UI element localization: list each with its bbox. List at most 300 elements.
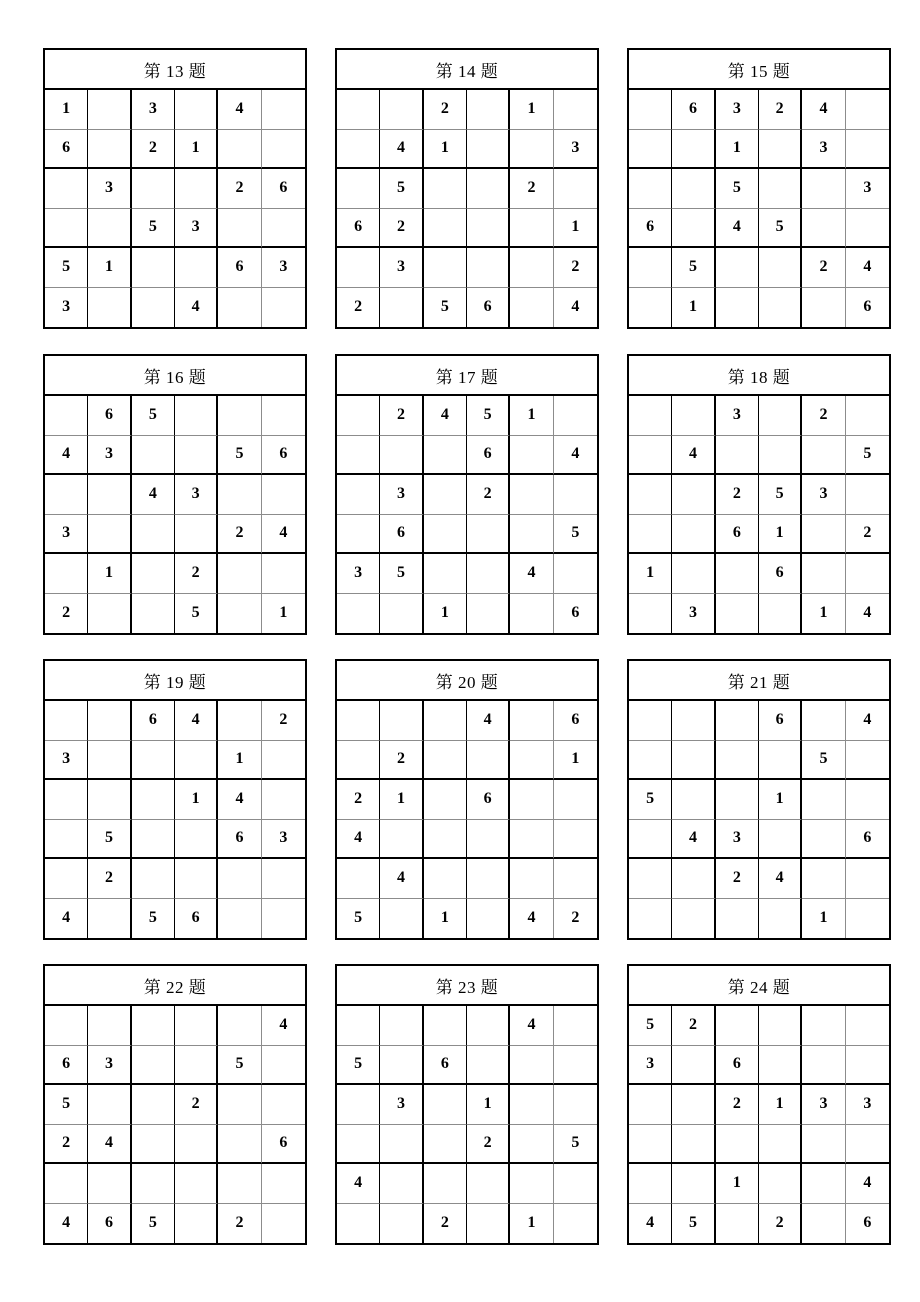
grid-cell: 5 xyxy=(175,594,218,634)
grid-cell xyxy=(262,1204,305,1244)
grid-cell xyxy=(424,475,467,515)
grid-cell xyxy=(629,741,672,781)
grid-cell: 4 xyxy=(262,1006,305,1046)
grid-cell xyxy=(846,1125,889,1165)
grid-cell xyxy=(554,780,597,820)
grid-cell xyxy=(218,288,261,328)
sudoku-grid xyxy=(337,1006,597,1243)
grid-cell: 3 xyxy=(554,130,597,170)
grid-cell: 4 xyxy=(218,780,261,820)
grid-cell xyxy=(716,1125,759,1165)
grid-cell xyxy=(554,90,597,130)
grid-cell: 6 xyxy=(218,820,261,860)
grid-cell xyxy=(380,820,423,860)
grid-cell xyxy=(672,741,715,781)
grid-cell: 1 xyxy=(672,288,715,328)
grid-cell xyxy=(175,1046,218,1086)
grid-cell xyxy=(424,859,467,899)
sudoku-grid xyxy=(45,90,305,327)
grid-cell xyxy=(554,169,597,209)
grid-cell xyxy=(510,1125,553,1165)
grid-cell xyxy=(846,1046,889,1086)
grid-cell xyxy=(88,515,131,555)
grid-cell xyxy=(802,701,845,741)
grid-cell: 6 xyxy=(467,780,510,820)
grid-cell: 4 xyxy=(802,90,845,130)
grid-cell xyxy=(218,899,261,939)
grid-cell xyxy=(45,820,88,860)
grid-cell xyxy=(45,554,88,594)
grid-cell xyxy=(759,820,802,860)
grid-cell: 4 xyxy=(510,554,553,594)
grid-cell: 6 xyxy=(262,169,305,209)
grid-cell xyxy=(846,899,889,939)
grid-cell xyxy=(175,436,218,476)
grid-cell xyxy=(88,701,131,741)
grid-cell xyxy=(467,1204,510,1244)
sudoku-grid xyxy=(629,396,889,633)
grid-cell xyxy=(262,899,305,939)
grid-cell xyxy=(132,436,175,476)
grid-cell xyxy=(759,248,802,288)
grid-cell xyxy=(759,396,802,436)
grid-cell xyxy=(510,288,553,328)
grid-cell: 3 xyxy=(45,741,88,781)
grid-cell: 2 xyxy=(424,90,467,130)
grid-cell: 6 xyxy=(88,1204,131,1244)
grid-cell: 2 xyxy=(467,1125,510,1165)
grid-cell xyxy=(672,396,715,436)
grid-cell xyxy=(510,780,553,820)
grid-cell: 4 xyxy=(846,701,889,741)
grid-cell: 4 xyxy=(88,1125,131,1165)
grid-cell xyxy=(175,169,218,209)
grid-cell xyxy=(218,396,261,436)
grid-cell xyxy=(380,288,423,328)
grid-cell xyxy=(802,1125,845,1165)
grid-cell xyxy=(132,1085,175,1125)
grid-cell: 4 xyxy=(175,701,218,741)
grid-cell xyxy=(218,1125,261,1165)
grid-cell: 6 xyxy=(424,1046,467,1086)
grid-cell xyxy=(262,1164,305,1204)
grid-cell: 5 xyxy=(45,248,88,288)
grid-cell: 2 xyxy=(759,90,802,130)
grid-cell: 4 xyxy=(510,899,553,939)
grid-cell xyxy=(218,475,261,515)
grid-cell xyxy=(467,515,510,555)
grid-cell: 2 xyxy=(716,859,759,899)
grid-cell: 6 xyxy=(45,1046,88,1086)
grid-cell xyxy=(672,169,715,209)
grid-cell xyxy=(629,515,672,555)
grid-cell xyxy=(846,90,889,130)
grid-cell xyxy=(846,130,889,170)
grid-cell xyxy=(132,820,175,860)
grid-cell xyxy=(672,859,715,899)
grid-cell xyxy=(554,554,597,594)
grid-cell: 5 xyxy=(337,1046,380,1086)
grid-cell: 1 xyxy=(88,554,131,594)
grid-cell: 3 xyxy=(45,515,88,555)
grid-cell xyxy=(672,1125,715,1165)
grid-cell xyxy=(629,130,672,170)
grid-cell: 4 xyxy=(132,475,175,515)
puzzle-title: 第 20 题 xyxy=(337,661,597,701)
grid-cell xyxy=(337,130,380,170)
grid-cell xyxy=(262,396,305,436)
puzzle-title: 第 14 题 xyxy=(337,50,597,90)
grid-cell xyxy=(672,1046,715,1086)
grid-cell: 2 xyxy=(802,248,845,288)
grid-cell xyxy=(262,1085,305,1125)
grid-cell xyxy=(380,1125,423,1165)
grid-cell: 4 xyxy=(571,298,580,316)
grid-cell xyxy=(846,475,889,515)
grid-cell: 1 xyxy=(175,130,218,170)
grid-cell xyxy=(510,701,553,741)
grid-cell xyxy=(175,248,218,288)
grid-cell: 2 xyxy=(571,909,580,927)
grid-cell: 2 xyxy=(467,475,510,515)
grid-cell xyxy=(467,859,510,899)
grid-cell xyxy=(467,1046,510,1086)
grid-cell xyxy=(380,436,423,476)
grid-cell xyxy=(846,209,889,249)
grid-cell xyxy=(629,1125,672,1165)
grid-cell xyxy=(510,436,553,476)
grid-cell xyxy=(175,741,218,781)
grid-cell xyxy=(132,1006,175,1046)
grid-cell: 3 xyxy=(175,475,218,515)
grid-cell xyxy=(424,248,467,288)
grid-cell: 6 xyxy=(759,554,802,594)
grid-cell xyxy=(846,741,889,781)
grid-cell: 3 xyxy=(802,130,845,170)
puzzle-title: 第 18 题 xyxy=(629,356,889,396)
grid-cell xyxy=(759,130,802,170)
grid-cell: 4 xyxy=(45,436,88,476)
grid-cell xyxy=(380,1006,423,1046)
grid-cell: 2 xyxy=(132,130,175,170)
grid-cell xyxy=(88,90,131,130)
grid-cell xyxy=(802,1006,845,1046)
grid-cell: 2 xyxy=(554,248,597,288)
grid-cell xyxy=(716,288,759,328)
grid-cell: 2 xyxy=(380,209,423,249)
grid-cell: 6 xyxy=(467,288,510,328)
sudoku-puzzle xyxy=(43,48,307,329)
grid-cell: 3 xyxy=(802,1085,845,1125)
grid-cell: 4 xyxy=(380,130,423,170)
grid-cell: 5 xyxy=(132,396,175,436)
grid-cell xyxy=(629,859,672,899)
grid-cell xyxy=(380,1204,423,1244)
sudoku-puzzle xyxy=(335,354,599,635)
grid-cell xyxy=(88,594,131,634)
grid-cell: 1 xyxy=(802,899,845,939)
grid-cell: 5 xyxy=(132,209,175,249)
sudoku-puzzle xyxy=(43,354,307,635)
grid-cell: 5 xyxy=(629,1006,672,1046)
grid-cell xyxy=(132,515,175,555)
grid-cell xyxy=(716,899,759,939)
grid-cell xyxy=(337,1204,380,1244)
grid-cell: 2 xyxy=(45,594,88,634)
puzzle-title: 第 15 题 xyxy=(629,50,889,90)
puzzle-title: 第 13 题 xyxy=(45,50,305,90)
grid-cell: 3 xyxy=(846,1085,889,1125)
grid-cell xyxy=(218,554,261,594)
grid-cell xyxy=(510,209,553,249)
grid-cell: 4 xyxy=(672,820,715,860)
grid-cell xyxy=(88,1164,131,1204)
grid-cell: 5 xyxy=(218,436,261,476)
grid-cell: 1 xyxy=(279,604,288,622)
grid-cell xyxy=(672,1164,715,1204)
grid-cell xyxy=(629,248,672,288)
grid-cell: 4 xyxy=(45,1204,88,1244)
grid-cell xyxy=(802,1204,845,1244)
grid-cell: 5 xyxy=(337,899,380,939)
grid-cell xyxy=(672,1085,715,1125)
puzzle-title: 第 21 题 xyxy=(629,661,889,701)
grid-cell xyxy=(132,288,175,328)
grid-cell: 3 xyxy=(88,169,131,209)
grid-cell xyxy=(554,1204,597,1244)
grid-cell xyxy=(218,209,261,249)
grid-cell xyxy=(672,701,715,741)
sudoku-grid xyxy=(45,1006,305,1243)
grid-cell xyxy=(132,248,175,288)
grid-cell xyxy=(218,701,261,741)
sudoku-puzzle xyxy=(627,354,891,635)
grid-cell xyxy=(716,248,759,288)
grid-cell: 6 xyxy=(846,820,889,860)
grid-cell xyxy=(262,780,305,820)
grid-cell xyxy=(45,1006,88,1046)
grid-cell xyxy=(554,820,597,860)
grid-cell xyxy=(380,1164,423,1204)
grid-cell xyxy=(337,248,380,288)
grid-cell xyxy=(132,741,175,781)
grid-cell xyxy=(337,859,380,899)
grid-cell xyxy=(759,1006,802,1046)
grid-cell: 2 xyxy=(380,396,423,436)
grid-cell xyxy=(175,859,218,899)
grid-cell xyxy=(262,554,305,594)
grid-cell: 1 xyxy=(716,130,759,170)
grid-cell xyxy=(554,1164,597,1204)
sudoku-grid xyxy=(629,1006,889,1243)
grid-cell: 2 xyxy=(337,288,380,328)
grid-cell: 2 xyxy=(510,169,553,209)
grid-cell: 6 xyxy=(716,515,759,555)
sudoku-puzzle xyxy=(43,659,307,940)
grid-cell xyxy=(132,780,175,820)
puzzle-title: 第 24 题 xyxy=(629,966,889,1006)
grid-cell xyxy=(759,436,802,476)
sudoku-puzzle xyxy=(335,964,599,1245)
grid-cell xyxy=(672,554,715,594)
grid-cell xyxy=(759,169,802,209)
grid-cell xyxy=(759,741,802,781)
grid-cell: 1 xyxy=(554,209,597,249)
grid-cell xyxy=(218,1006,261,1046)
grid-cell xyxy=(380,1046,423,1086)
grid-cell: 2 xyxy=(380,741,423,781)
grid-cell xyxy=(380,594,423,634)
grid-cell: 4 xyxy=(846,1164,889,1204)
grid-cell xyxy=(88,1006,131,1046)
grid-cell: 5 xyxy=(629,780,672,820)
grid-cell xyxy=(846,859,889,899)
grid-cell: 5 xyxy=(672,248,715,288)
grid-cell xyxy=(554,396,597,436)
grid-cell xyxy=(467,820,510,860)
grid-cell: 3 xyxy=(337,554,380,594)
grid-cell xyxy=(424,515,467,555)
grid-cell xyxy=(510,515,553,555)
grid-cell xyxy=(337,436,380,476)
grid-cell xyxy=(759,288,802,328)
grid-cell: 4 xyxy=(337,1164,380,1204)
grid-cell: 5 xyxy=(802,741,845,781)
grid-cell: 2 xyxy=(716,1085,759,1125)
grid-cell xyxy=(88,899,131,939)
grid-cell xyxy=(175,1164,218,1204)
grid-cell: 6 xyxy=(672,90,715,130)
grid-cell: 5 xyxy=(759,475,802,515)
grid-cell xyxy=(262,288,305,328)
grid-cell: 3 xyxy=(846,169,889,209)
grid-cell xyxy=(88,741,131,781)
grid-cell: 4 xyxy=(629,1204,672,1244)
grid-cell: 3 xyxy=(672,594,715,634)
grid-cell: 3 xyxy=(716,396,759,436)
grid-cell xyxy=(802,436,845,476)
grid-cell: 3 xyxy=(380,248,423,288)
grid-cell xyxy=(337,701,380,741)
grid-cell xyxy=(759,899,802,939)
grid-cell: 6 xyxy=(45,130,88,170)
grid-cell: 4 xyxy=(262,515,305,555)
grid-cell: 2 xyxy=(45,1125,88,1165)
grid-cell xyxy=(132,859,175,899)
grid-cell xyxy=(846,396,889,436)
grid-cell: 5 xyxy=(716,169,759,209)
grid-cell: 3 xyxy=(716,820,759,860)
grid-cell: 6 xyxy=(262,436,305,476)
grid-cell xyxy=(629,396,672,436)
grid-cell: 2 xyxy=(218,169,261,209)
grid-cell: 2 xyxy=(802,396,845,436)
grid-cell xyxy=(132,594,175,634)
grid-cell xyxy=(337,169,380,209)
grid-cell xyxy=(554,1085,597,1125)
grid-cell: 5 xyxy=(380,169,423,209)
grid-cell: 6 xyxy=(863,1214,872,1232)
grid-cell xyxy=(424,1085,467,1125)
grid-cell xyxy=(88,780,131,820)
grid-cell xyxy=(45,859,88,899)
grid-cell: 1 xyxy=(424,130,467,170)
grid-cell: 5 xyxy=(554,1125,597,1165)
grid-cell: 1 xyxy=(759,1085,802,1125)
grid-cell: 6 xyxy=(571,604,580,622)
grid-cell xyxy=(424,1164,467,1204)
sudoku-puzzle xyxy=(627,964,891,1245)
puzzle-title: 第 17 题 xyxy=(337,356,597,396)
grid-cell xyxy=(337,90,380,130)
grid-cell xyxy=(218,859,261,899)
grid-cell: 1 xyxy=(380,780,423,820)
grid-cell: 1 xyxy=(629,554,672,594)
grid-cell: 5 xyxy=(672,1204,715,1244)
grid-cell: 1 xyxy=(467,1085,510,1125)
grid-cell xyxy=(262,741,305,781)
grid-cell xyxy=(424,436,467,476)
grid-cell: 1 xyxy=(759,515,802,555)
grid-cell xyxy=(802,169,845,209)
grid-cell xyxy=(337,1125,380,1165)
grid-cell xyxy=(467,90,510,130)
sudoku-grid xyxy=(629,701,889,938)
grid-cell: 2 xyxy=(175,1085,218,1125)
grid-cell: 2 xyxy=(175,554,218,594)
grid-cell xyxy=(510,594,553,634)
grid-cell: 6 xyxy=(132,701,175,741)
grid-cell xyxy=(132,169,175,209)
grid-cell xyxy=(467,169,510,209)
grid-cell: 5 xyxy=(132,899,175,939)
grid-cell xyxy=(337,396,380,436)
grid-cell xyxy=(802,515,845,555)
grid-cell: 5 xyxy=(554,515,597,555)
grid-cell: 4 xyxy=(424,396,467,436)
grid-cell: 3 xyxy=(380,1085,423,1125)
sudoku-puzzle xyxy=(43,964,307,1245)
grid-cell: 3 xyxy=(716,90,759,130)
grid-cell xyxy=(88,130,131,170)
grid-cell: 1 xyxy=(175,780,218,820)
grid-cell xyxy=(467,248,510,288)
grid-cell: 3 xyxy=(629,1046,672,1086)
grid-cell xyxy=(846,554,889,594)
grid-cell: 6 xyxy=(863,298,872,316)
grid-cell xyxy=(510,1046,553,1086)
grid-cell: 6 xyxy=(716,1046,759,1086)
grid-cell: 1 xyxy=(510,396,553,436)
grid-cell: 5 xyxy=(88,820,131,860)
grid-cell xyxy=(629,899,672,939)
grid-cell xyxy=(629,701,672,741)
grid-cell xyxy=(88,209,131,249)
grid-cell xyxy=(467,130,510,170)
grid-cell: 5 xyxy=(45,1085,88,1125)
grid-cell xyxy=(380,90,423,130)
grid-cell xyxy=(629,820,672,860)
sudoku-puzzle xyxy=(335,659,599,940)
grid-cell xyxy=(629,288,672,328)
grid-cell: 2 xyxy=(759,1204,802,1244)
grid-cell xyxy=(467,741,510,781)
sudoku-puzzle xyxy=(627,48,891,329)
sudoku-grid xyxy=(337,701,597,938)
grid-cell xyxy=(802,1164,845,1204)
grid-cell xyxy=(510,1085,553,1125)
sudoku-puzzle xyxy=(627,659,891,940)
